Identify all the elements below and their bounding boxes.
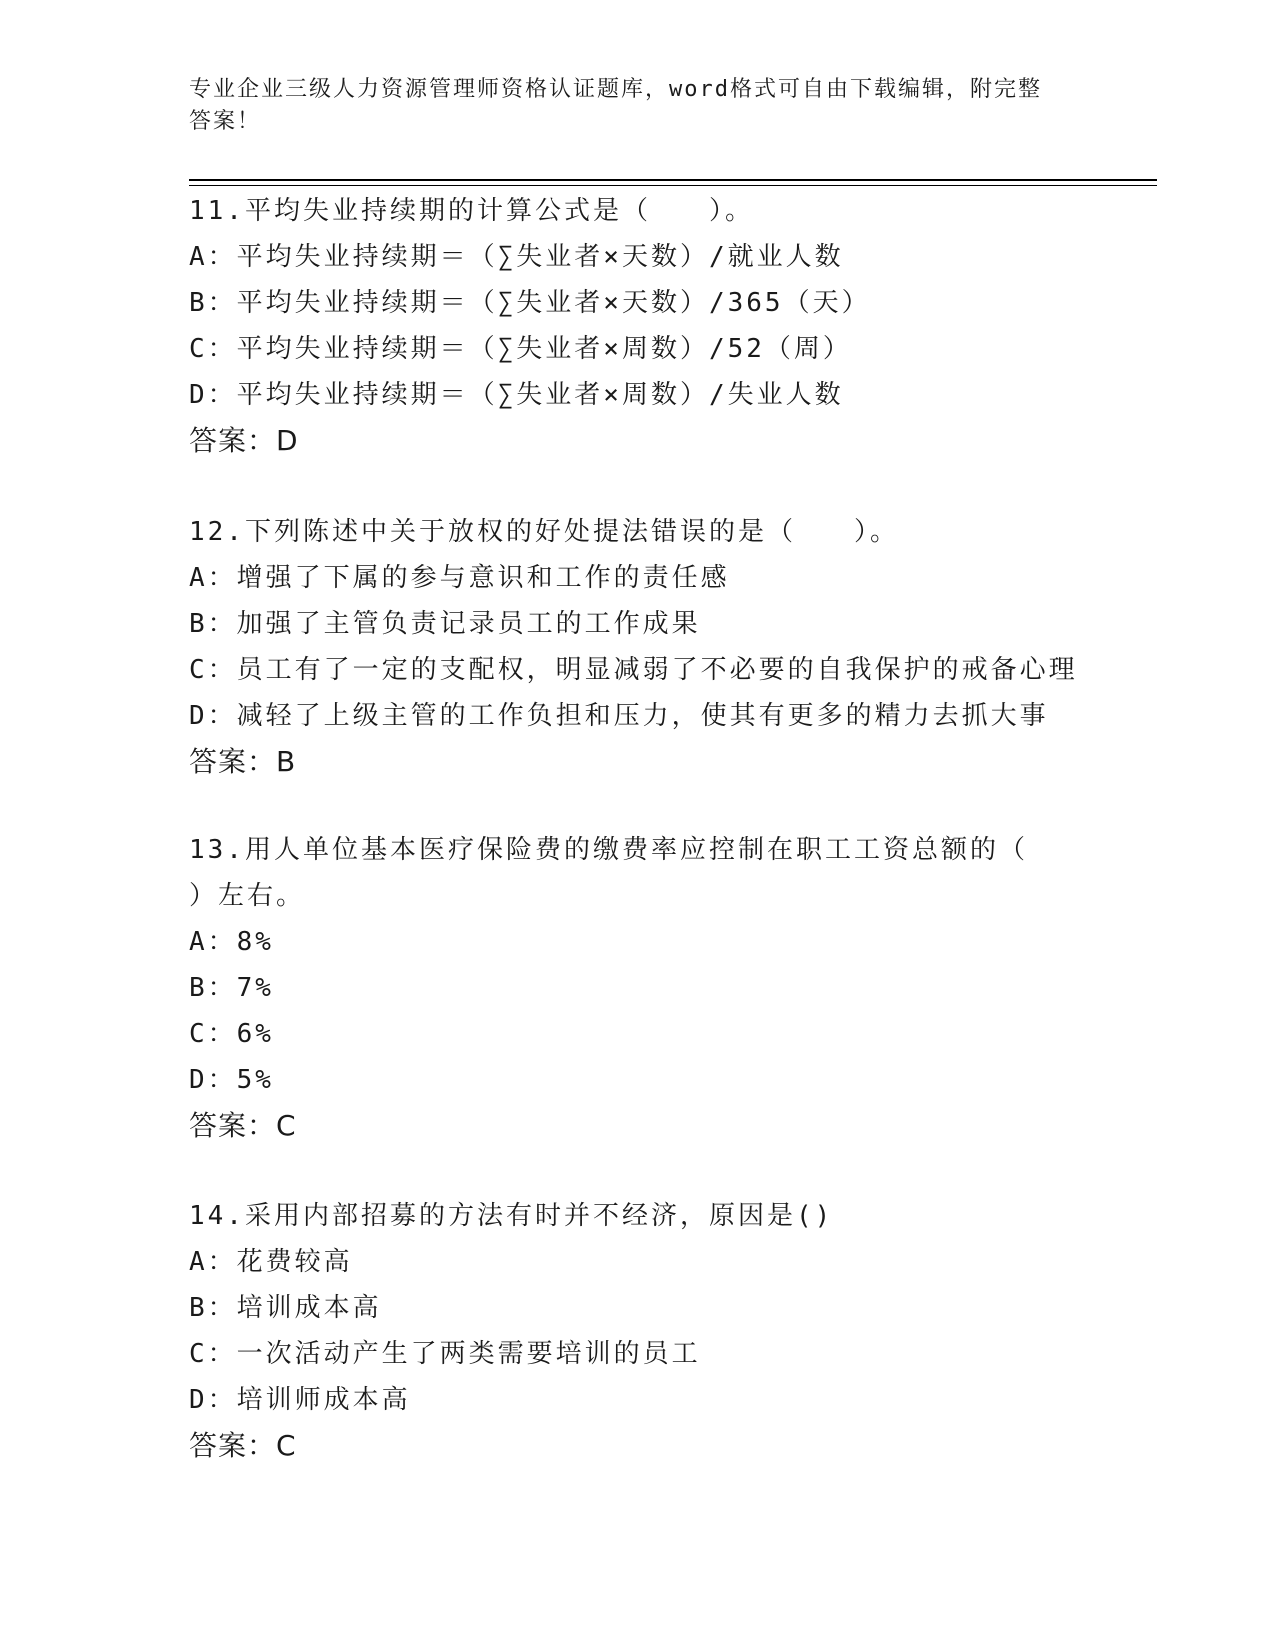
option-d: D：减轻了上级主管的工作负担和压力，使其有更多的精力去抓大事 [189, 701, 1049, 731]
answer-label: 答案：C [189, 1429, 297, 1462]
option-a: A：平均失业持续期＝（∑失业者×天数）/就业人数 [189, 242, 844, 272]
option-a: A：8% [189, 927, 274, 957]
option-c: C：6% [189, 1019, 274, 1049]
option-c: C：一次活动产生了两类需要培训的员工 [189, 1339, 701, 1369]
header-divider-thin [189, 185, 1157, 186]
option-b: B：加强了主管负责记录员工的工作成果 [189, 609, 701, 639]
question-stem: 14.采用内部招募的方法有时并不经济，原因是() [189, 1201, 834, 1231]
answer-label: 答案：C [189, 1109, 297, 1142]
question-12 [189, 509, 1089, 785]
question-stem: 11.平均失业持续期的计算公式是（ ）。 [189, 196, 754, 226]
option-a: A：增强了下属的参与意识和工作的责任感 [189, 563, 730, 593]
question-stem: 12.下列陈述中关于放权的好处提法错误的是（ ）。 [189, 517, 899, 547]
option-d: D：培训师成本高 [189, 1385, 411, 1415]
question-stem-line-2: ）左右。 [189, 881, 306, 911]
option-b: B：7% [189, 973, 274, 1003]
header-line-1: 专业企业三级人力资源管理师资格认证题库，word格式可自由下载编辑，附完整 [189, 77, 1042, 102]
option-a: A：花费较高 [189, 1247, 353, 1277]
option-b: B：平均失业持续期＝（∑失业者×天数）/365（天） [189, 288, 871, 318]
header-line-2: 答案！ [189, 109, 262, 134]
answer-label: 答案：D [189, 424, 299, 457]
document-header [189, 74, 1089, 138]
question-13 [189, 827, 1089, 1149]
question-11 [189, 188, 1089, 464]
option-d: D：平均失业持续期＝（∑失业者×周数）/失业人数 [189, 380, 844, 410]
option-c: C：员工有了一定的支配权，明显减弱了不必要的自我保护的戒备心理 [189, 655, 1078, 685]
header-divider-thick [189, 179, 1157, 181]
question-14 [189, 1193, 1089, 1469]
option-b: B：培训成本高 [189, 1293, 382, 1323]
option-d: D：5% [189, 1065, 274, 1095]
option-c: C：平均失业持续期＝（∑失业者×周数）/52（周） [189, 334, 852, 364]
question-stem-line-1: 13.用人单位基本医疗保险费的缴费率应控制在职工工资总额的（ [189, 835, 1028, 865]
answer-label: 答案：B [189, 745, 297, 778]
